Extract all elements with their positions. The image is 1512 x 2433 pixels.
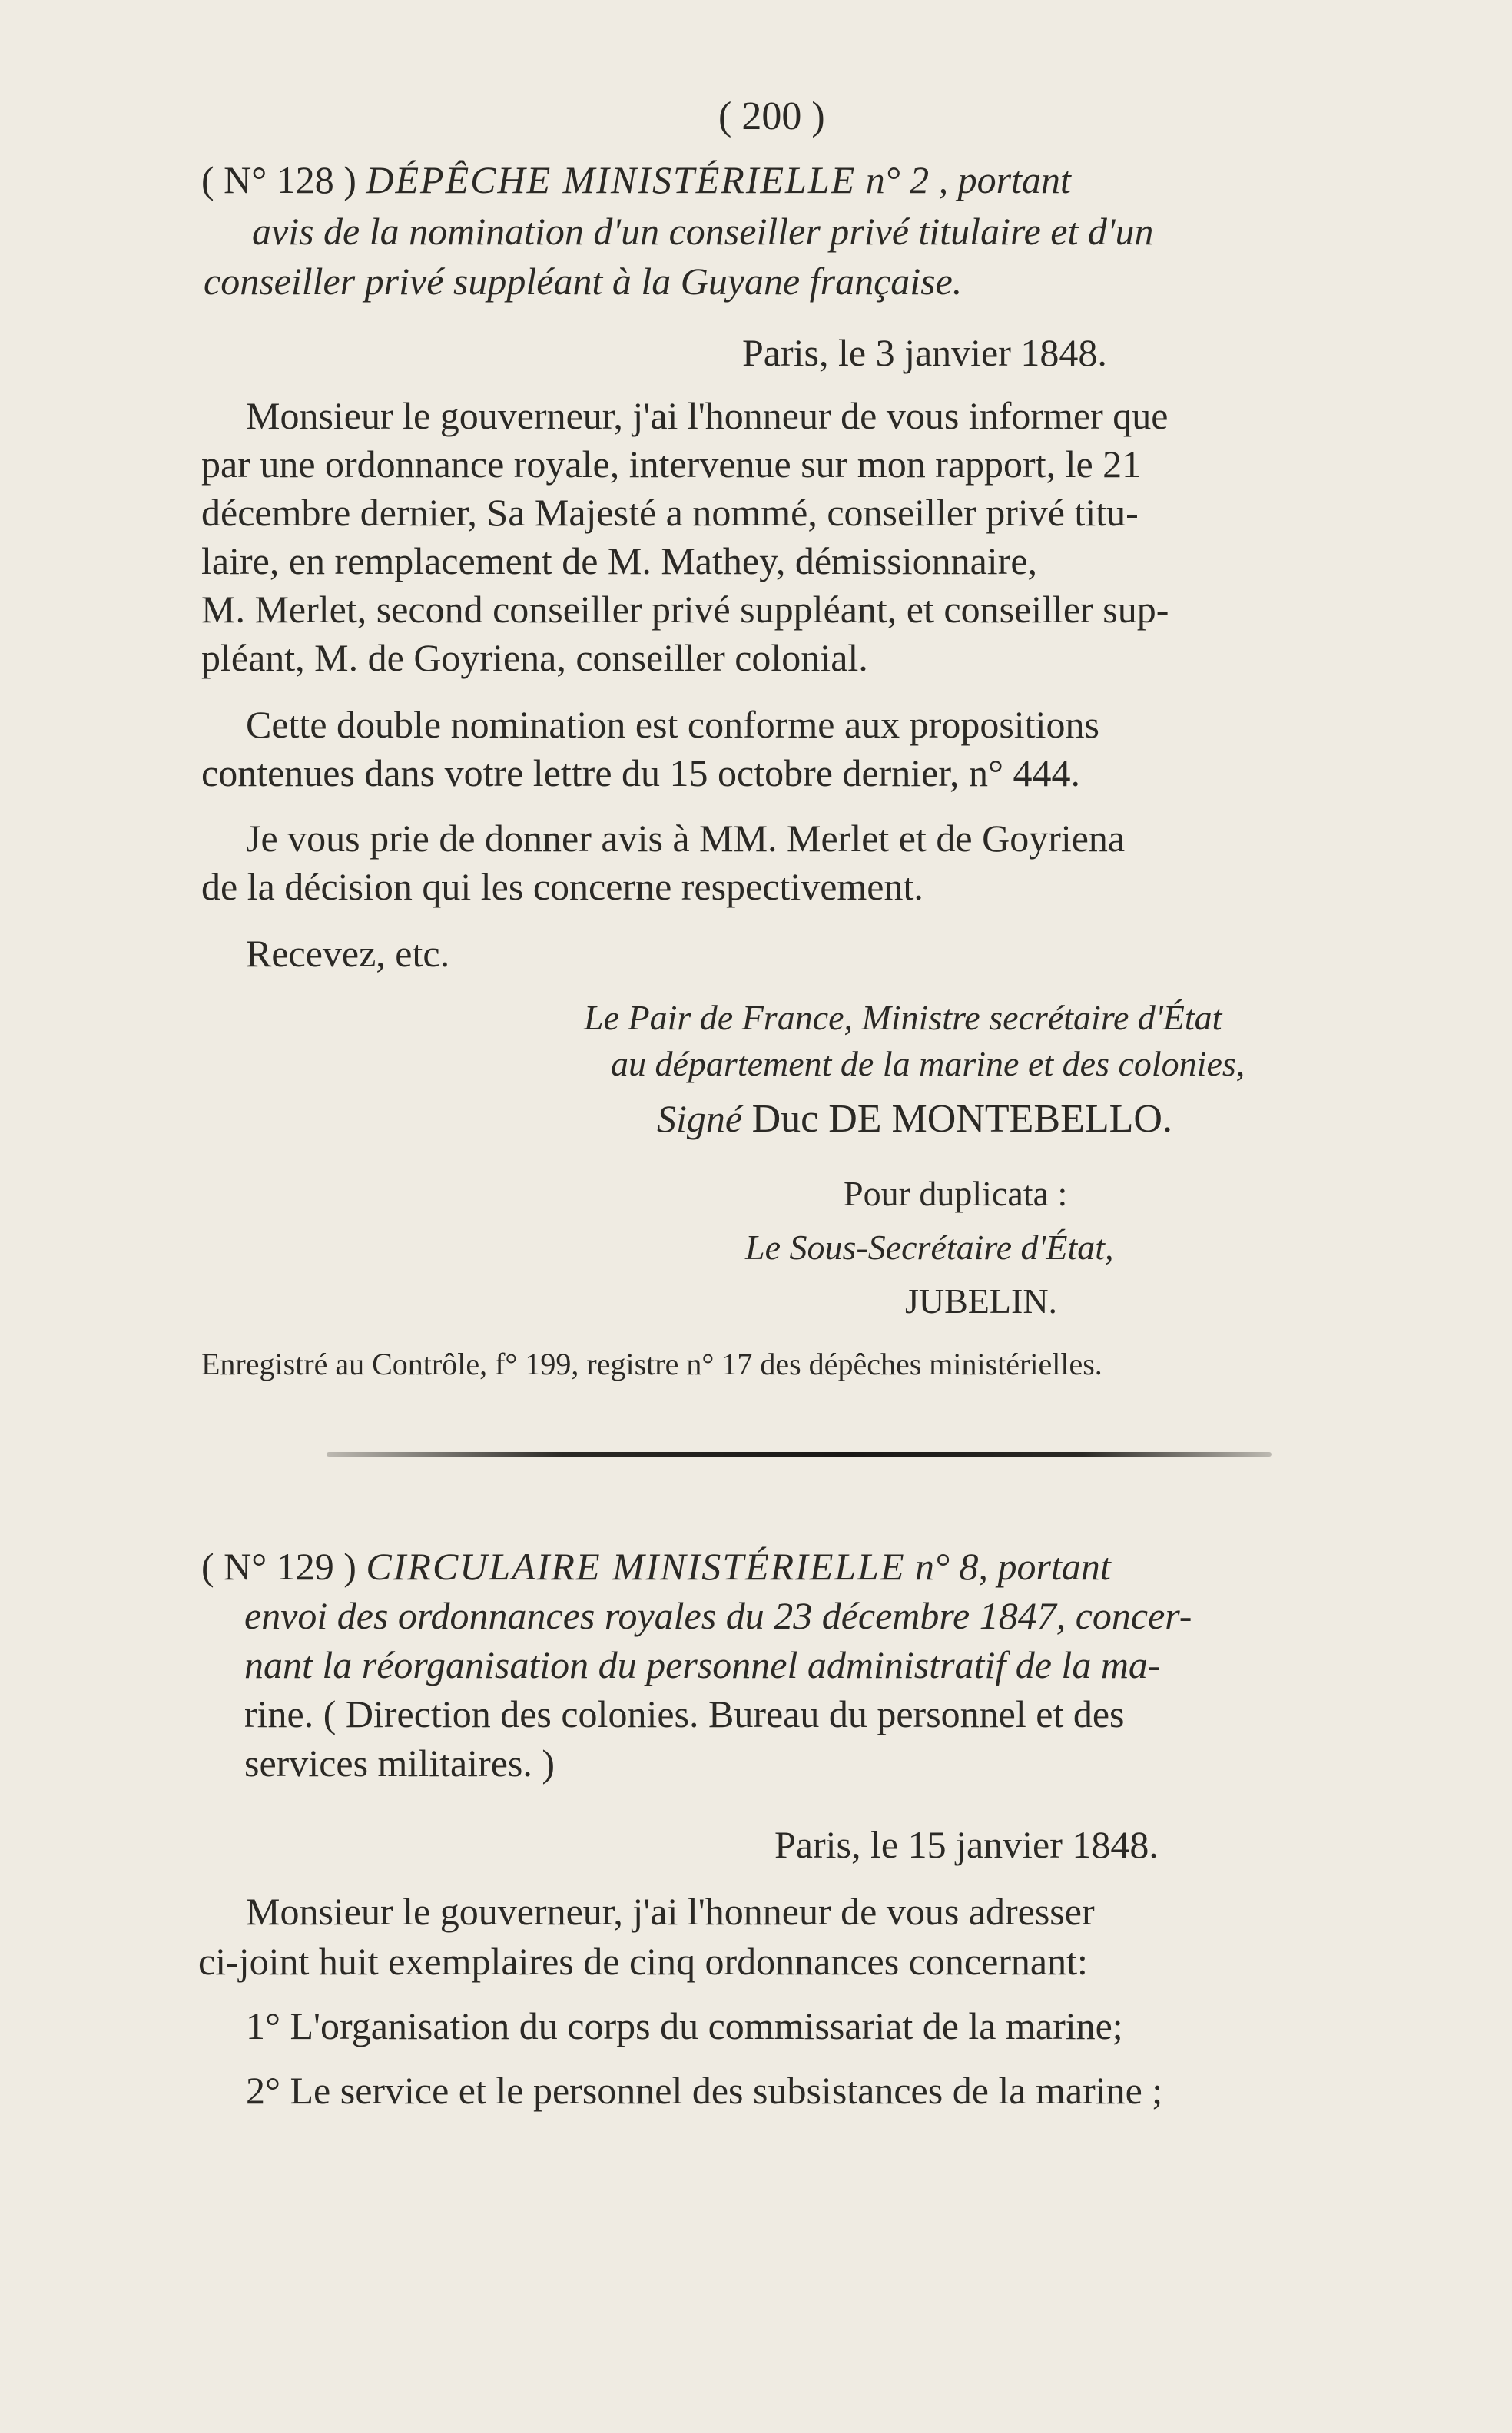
- doc129-heading-line-1: [201, 1543, 1111, 1590]
- doc128-body-line-10: de la décision qui les concerne respectivement.: [201, 865, 923, 908]
- doc129-heading-line-2: envoi des ordonnances royales du 23 décembre 1847, concer-: [244, 1594, 1192, 1637]
- doc128-signature-line-2: au département de la marine et des colonies,: [611, 1044, 1245, 1083]
- doc128-body-line-2: par une ordonnance royale, intervenue sur mon rapport, le 21: [201, 443, 1142, 486]
- page-number: ( 200 ): [718, 94, 825, 138]
- doc128-body-line-9: Je vous prie de donner avis à MM. Merlet et de Goyriena: [246, 817, 1126, 860]
- doc128-date: Paris, le 3 janvier 1848.: [742, 331, 1107, 374]
- doc128-heading-line-1: [201, 156, 1071, 204]
- section-divider: [327, 1452, 1272, 1457]
- doc129-body-line-4: 2° Le service et le personnel des subsistances de la marine ;: [246, 2069, 1163, 2112]
- doc128-duplicata-name: JUBELIN.: [905, 1281, 1058, 1321]
- doc128-body-line-5: M. Merlet, second conseiller privé suppléant, et conseiller sup-: [201, 588, 1169, 631]
- doc128-body-line-4: laire, en remplacement de M. Mathey, démissionnaire,: [201, 539, 1038, 582]
- doc128-heading-rest: n° 2 , portant: [856, 158, 1071, 201]
- doc128-body-line-1: Monsieur le gouverneur, j'ai l'honneur de vous informer que: [246, 394, 1169, 437]
- doc128-body-line-6: pléant, M. de Goyriena, conseiller colonial.: [201, 636, 868, 679]
- doc129-number: ( N° 129 ): [201, 1545, 356, 1588]
- doc128-number: ( N° 128 ): [201, 158, 356, 201]
- doc128-duplicata-label: Pour duplicata :: [844, 1174, 1068, 1213]
- doc128-duplicata-title: Le Sous-Secrétaire d'État,: [745, 1228, 1114, 1267]
- doc128-body-line-7: Cette double nomination est conforme aux propositions: [246, 703, 1099, 746]
- doc129-heading-line-3: nant la réorganisation du personnel administratif de la ma-: [244, 1643, 1161, 1686]
- doc129-body-line-3: 1° L'organisation du corps du commissariat de la marine;: [246, 2004, 1123, 2047]
- doc128-body-line-8: contenues dans votre lettre du 15 octobre dernier, n° 444.: [201, 751, 1081, 794]
- doc129-body-line-1: Monsieur le gouverneur, j'ai l'honneur de vous adresser: [246, 1890, 1095, 1933]
- doc129-heading-line-5: services militaires. ): [244, 1742, 555, 1785]
- doc128-signatory-name: Duc DE MONTEBELLO.: [751, 1097, 1172, 1141]
- doc128-title: DÉPÊCHE MINISTÉRIELLE: [366, 158, 857, 201]
- doc128-heading-line-3: conseiller privé suppléant à la Guyane française.: [204, 260, 963, 303]
- doc129-heading-line-4: rine. ( Direction des colonies. Bureau du personnel et des: [244, 1692, 1125, 1735]
- doc129-title: CIRCULAIRE MINISTÉRIELLE: [366, 1545, 906, 1588]
- doc129-heading-rest: n° 8, portant: [905, 1545, 1111, 1588]
- doc128-body-line-11: Recevez, etc.: [246, 932, 450, 975]
- doc129-body-line-2: ci-joint huit exemplaires de cinq ordonnances concernant:: [198, 1940, 1088, 1983]
- doc128-heading-line-2: avis de la nomination d'un conseiller privé titulaire et d'un: [252, 210, 1154, 253]
- doc128-body-line-3: décembre dernier, Sa Majesté a nommé, conseiller privé titu-: [201, 491, 1139, 534]
- doc128-signature-line-1: Le Pair de France, Ministre secrétaire d'État: [584, 998, 1222, 1037]
- doc128-signe-label: Signé: [657, 1097, 743, 1140]
- doc128-registration: Enregistré au Contrôle, f° 199, registre n° 17 des dépêches ministérielles.: [201, 1347, 1102, 1381]
- doc129-date: Paris, le 15 janvier 1848.: [774, 1823, 1159, 1866]
- doc128-signature-name-line: [657, 1095, 1172, 1143]
